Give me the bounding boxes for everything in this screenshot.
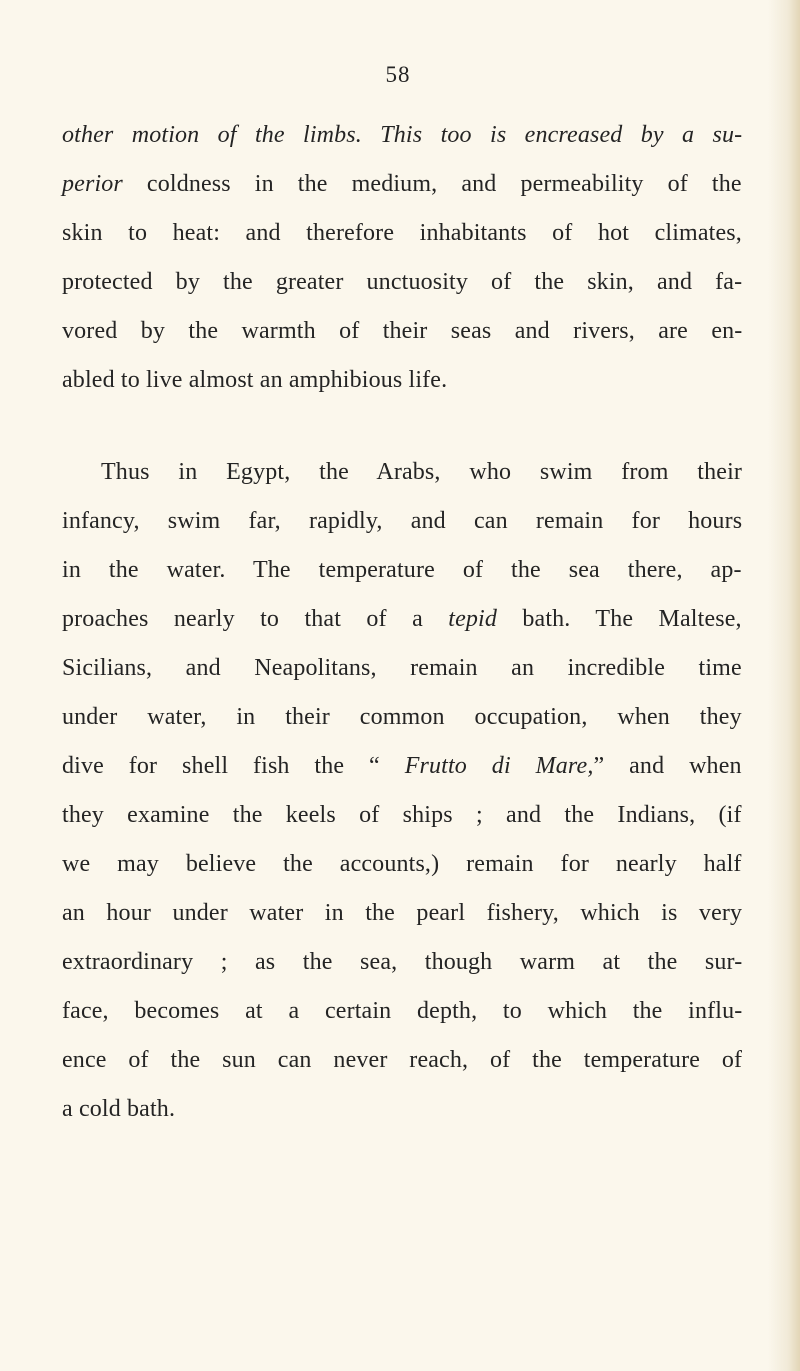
text-line: they examine the keels of ships ; and the Indians, (if [62,802,742,828]
text-line: in the water. The temperature of the sea there, ap- [62,557,742,583]
text-line: proaches nearly to that of a tepid bath. The Maltese, [62,606,742,632]
text-line: an hour under water in the pearl fishery, which is very [62,900,743,926]
text-line: extraordinary ; as the sea, though warm at the sur- [62,949,743,975]
text-line: other motion of the limbs. This too is encreased by a su- [62,122,743,148]
text-line: we may believe the accounts,) remain for nearly half [62,851,742,877]
text-line: under water, in their common occupation, when they [62,704,742,730]
text-line: Thus in Egypt, the Arabs, who swim from their [101,459,743,485]
text-line: dive for shell fish the “ Frutto di Mare,” and when [62,753,742,779]
text-line: abled to live almost an amphibious life. [62,367,448,393]
text-line: ence of the sun can never reach, of the temperature of [62,1047,743,1073]
text-line: protected by the greater unctuosity of the skin, and fa- [62,269,743,295]
text-line: a cold bath. [62,1096,176,1122]
paragraph-1 [62,118,742,412]
body-text [62,118,742,1141]
text-line: perior coldness in the medium, and permeability of the [62,171,742,197]
paragraph-2 [62,455,742,1141]
text-line: face, becomes at a certain depth, to which the influ- [62,998,743,1024]
paragraph-gap [62,412,742,455]
text-line: infancy, swim far, rapidly, and can remain for hours [62,508,743,534]
text-line: vored by the warmth of their seas and rivers, are en- [62,318,743,344]
text-line: skin to heat: and therefore inhabitants of hot climates, [62,220,742,246]
text-line: Sicilians, and Neapolitans, remain an incredible time [62,655,742,681]
page-number: 58 [385,62,411,87]
